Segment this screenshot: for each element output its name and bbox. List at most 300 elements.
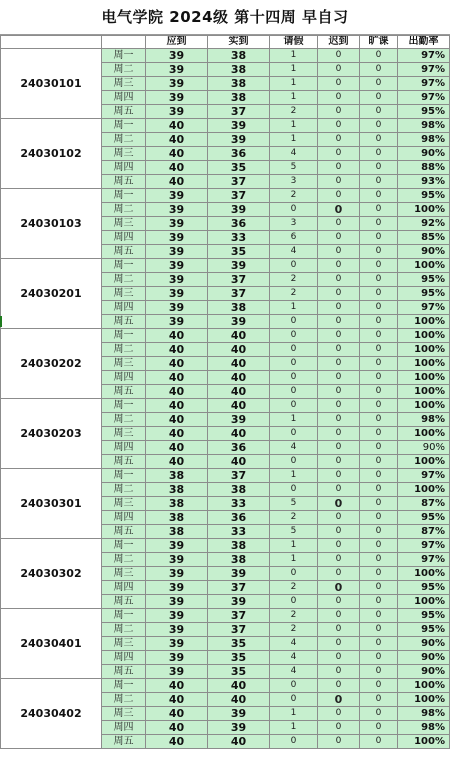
late-cell[interactable]: 0 [318, 567, 360, 581]
present-cell[interactable]: 40 [208, 693, 270, 707]
rate-cell[interactable]: 100% [398, 595, 450, 609]
leave-cell[interactable]: 0 [270, 399, 318, 413]
present-cell[interactable]: 40 [208, 329, 270, 343]
rate-cell[interactable]: 97% [398, 539, 450, 553]
rate-cell[interactable]: 95% [398, 581, 450, 595]
rate-cell[interactable]: 90% [398, 637, 450, 651]
rate-cell[interactable]: 95% [398, 511, 450, 525]
day-cell[interactable]: 周一 [102, 399, 146, 413]
late-cell[interactable]: 0 [318, 511, 360, 525]
late-cell[interactable]: 0 [318, 329, 360, 343]
due-cell[interactable]: 40 [146, 413, 208, 427]
due-cell[interactable]: 39 [146, 609, 208, 623]
day-cell[interactable]: 周五 [102, 315, 146, 329]
due-cell[interactable]: 40 [146, 161, 208, 175]
rate-cell[interactable]: 95% [398, 105, 450, 119]
leave-cell[interactable]: 4 [270, 147, 318, 161]
leave-cell[interactable]: 5 [270, 161, 318, 175]
class-id-cell[interactable]: 24030101 [1, 49, 102, 119]
due-cell[interactable]: 39 [146, 637, 208, 651]
rate-cell[interactable]: 100% [398, 385, 450, 399]
absent-cell[interactable]: 0 [360, 91, 398, 105]
day-cell[interactable]: 周二 [102, 693, 146, 707]
absent-cell[interactable]: 0 [360, 217, 398, 231]
absent-cell[interactable]: 0 [360, 637, 398, 651]
late-cell[interactable]: 0 [318, 735, 360, 749]
leave-cell[interactable]: 1 [270, 133, 318, 147]
day-cell[interactable]: 周四 [102, 651, 146, 665]
leave-cell[interactable]: 1 [270, 49, 318, 63]
present-cell[interactable]: 39 [208, 707, 270, 721]
rate-cell[interactable]: 97% [398, 49, 450, 63]
leave-cell[interactable]: 4 [270, 665, 318, 679]
rate-cell[interactable]: 97% [398, 63, 450, 77]
present-cell[interactable]: 33 [208, 497, 270, 511]
absent-cell[interactable]: 0 [360, 413, 398, 427]
present-cell[interactable]: 40 [208, 357, 270, 371]
day-cell[interactable]: 周四 [102, 721, 146, 735]
due-cell[interactable]: 39 [146, 217, 208, 231]
present-cell[interactable]: 35 [208, 245, 270, 259]
due-cell[interactable]: 38 [146, 469, 208, 483]
present-cell[interactable]: 40 [208, 735, 270, 749]
rate-cell[interactable]: 100% [398, 399, 450, 413]
leave-cell[interactable]: 2 [270, 609, 318, 623]
due-cell[interactable]: 39 [146, 595, 208, 609]
present-cell[interactable]: 37 [208, 623, 270, 637]
day-cell[interactable]: 周五 [102, 735, 146, 749]
day-cell[interactable]: 周四 [102, 231, 146, 245]
absent-cell[interactable]: 0 [360, 567, 398, 581]
leave-cell[interactable]: 0 [270, 735, 318, 749]
rate-cell[interactable]: 98% [398, 707, 450, 721]
leave-cell[interactable]: 1 [270, 707, 318, 721]
day-cell[interactable]: 周一 [102, 119, 146, 133]
present-cell[interactable]: 37 [208, 581, 270, 595]
due-cell[interactable]: 39 [146, 203, 208, 217]
due-cell[interactable]: 38 [146, 483, 208, 497]
leave-cell[interactable]: 3 [270, 217, 318, 231]
day-cell[interactable]: 周三 [102, 357, 146, 371]
late-cell[interactable]: 0 [318, 553, 360, 567]
due-cell[interactable]: 38 [146, 525, 208, 539]
rate-cell[interactable]: 90% [398, 441, 450, 455]
leave-cell[interactable]: 4 [270, 637, 318, 651]
late-cell[interactable]: 0 [318, 371, 360, 385]
late-cell[interactable]: 0 [318, 651, 360, 665]
absent-cell[interactable]: 0 [360, 203, 398, 217]
leave-cell[interactable]: 4 [270, 651, 318, 665]
header-cell-day[interactable] [102, 36, 146, 49]
leave-cell[interactable]: 0 [270, 343, 318, 357]
rate-cell[interactable]: 97% [398, 301, 450, 315]
late-cell[interactable]: 0 [318, 581, 360, 595]
class-id-cell[interactable]: 24030302 [1, 539, 102, 609]
class-id-cell[interactable]: 24030202 [1, 329, 102, 399]
present-cell[interactable]: 37 [208, 287, 270, 301]
due-cell[interactable]: 39 [146, 665, 208, 679]
present-cell[interactable]: 37 [208, 609, 270, 623]
present-cell[interactable]: 37 [208, 273, 270, 287]
day-cell[interactable]: 周五 [102, 525, 146, 539]
day-cell[interactable]: 周二 [102, 203, 146, 217]
present-cell[interactable]: 39 [208, 259, 270, 273]
header-cell-due[interactable]: 应到 [146, 36, 208, 49]
due-cell[interactable]: 40 [146, 693, 208, 707]
rate-cell[interactable]: 97% [398, 91, 450, 105]
late-cell[interactable]: 0 [318, 595, 360, 609]
day-cell[interactable]: 周五 [102, 665, 146, 679]
rate-cell[interactable]: 95% [398, 189, 450, 203]
absent-cell[interactable]: 0 [360, 665, 398, 679]
leave-cell[interactable]: 2 [270, 273, 318, 287]
leave-cell[interactable]: 1 [270, 91, 318, 105]
late-cell[interactable]: 0 [318, 357, 360, 371]
day-cell[interactable]: 周三 [102, 497, 146, 511]
day-cell[interactable]: 周一 [102, 609, 146, 623]
absent-cell[interactable]: 0 [360, 63, 398, 77]
late-cell[interactable]: 0 [318, 539, 360, 553]
leave-cell[interactable]: 2 [270, 287, 318, 301]
due-cell[interactable]: 40 [146, 175, 208, 189]
due-cell[interactable]: 40 [146, 707, 208, 721]
class-id-cell[interactable]: 24030301 [1, 469, 102, 539]
absent-cell[interactable]: 0 [360, 245, 398, 259]
leave-cell[interactable]: 6 [270, 231, 318, 245]
late-cell[interactable]: 0 [318, 133, 360, 147]
late-cell[interactable]: 0 [318, 119, 360, 133]
header-cell-rate[interactable]: 出勤率 [398, 36, 450, 49]
due-cell[interactable]: 40 [146, 133, 208, 147]
present-cell[interactable]: 40 [208, 455, 270, 469]
rate-cell[interactable]: 100% [398, 343, 450, 357]
late-cell[interactable]: 0 [318, 399, 360, 413]
leave-cell[interactable]: 0 [270, 567, 318, 581]
absent-cell[interactable]: 0 [360, 105, 398, 119]
late-cell[interactable]: 0 [318, 609, 360, 623]
rate-cell[interactable]: 90% [398, 651, 450, 665]
due-cell[interactable]: 39 [146, 273, 208, 287]
day-cell[interactable]: 周四 [102, 371, 146, 385]
present-cell[interactable]: 40 [208, 679, 270, 693]
absent-cell[interactable]: 0 [360, 707, 398, 721]
due-cell[interactable]: 39 [146, 651, 208, 665]
absent-cell[interactable]: 0 [360, 329, 398, 343]
absent-cell[interactable]: 0 [360, 49, 398, 63]
due-cell[interactable]: 39 [146, 287, 208, 301]
absent-cell[interactable]: 0 [360, 189, 398, 203]
present-cell[interactable]: 38 [208, 63, 270, 77]
absent-cell[interactable]: 0 [360, 511, 398, 525]
leave-cell[interactable]: 0 [270, 595, 318, 609]
leave-cell[interactable]: 0 [270, 315, 318, 329]
due-cell[interactable]: 39 [146, 91, 208, 105]
due-cell[interactable]: 39 [146, 105, 208, 119]
late-cell[interactable]: 0 [318, 455, 360, 469]
leave-cell[interactable]: 4 [270, 245, 318, 259]
late-cell[interactable]: 0 [318, 245, 360, 259]
late-cell[interactable]: 0 [318, 189, 360, 203]
late-cell[interactable]: 0 [318, 231, 360, 245]
absent-cell[interactable]: 0 [360, 441, 398, 455]
late-cell[interactable]: 0 [318, 385, 360, 399]
due-cell[interactable]: 40 [146, 441, 208, 455]
day-cell[interactable]: 周四 [102, 91, 146, 105]
leave-cell[interactable]: 0 [270, 679, 318, 693]
late-cell[interactable]: 0 [318, 343, 360, 357]
absent-cell[interactable]: 0 [360, 273, 398, 287]
present-cell[interactable]: 37 [208, 469, 270, 483]
rate-cell[interactable]: 100% [398, 679, 450, 693]
rate-cell[interactable]: 92% [398, 217, 450, 231]
class-id-cell[interactable]: 24030103 [1, 189, 102, 259]
absent-cell[interactable]: 0 [360, 343, 398, 357]
present-cell[interactable]: 35 [208, 637, 270, 651]
present-cell[interactable]: 39 [208, 567, 270, 581]
leave-cell[interactable]: 5 [270, 497, 318, 511]
present-cell[interactable]: 39 [208, 315, 270, 329]
rate-cell[interactable]: 100% [398, 693, 450, 707]
leave-cell[interactable]: 1 [270, 553, 318, 567]
rate-cell[interactable]: 98% [398, 119, 450, 133]
rate-cell[interactable]: 85% [398, 231, 450, 245]
rate-cell[interactable]: 100% [398, 427, 450, 441]
present-cell[interactable]: 35 [208, 161, 270, 175]
day-cell[interactable]: 周三 [102, 217, 146, 231]
rate-cell[interactable]: 100% [398, 567, 450, 581]
absent-cell[interactable]: 0 [360, 427, 398, 441]
day-cell[interactable]: 周四 [102, 511, 146, 525]
header-cell-late[interactable]: 迟到 [318, 36, 360, 49]
present-cell[interactable]: 38 [208, 301, 270, 315]
due-cell[interactable]: 40 [146, 385, 208, 399]
class-id-cell[interactable]: 24030201 [1, 259, 102, 329]
header-cell-class[interactable] [1, 36, 102, 49]
present-cell[interactable]: 38 [208, 49, 270, 63]
late-cell[interactable]: 0 [318, 273, 360, 287]
late-cell[interactable]: 0 [318, 427, 360, 441]
rate-cell[interactable]: 90% [398, 245, 450, 259]
due-cell[interactable]: 40 [146, 357, 208, 371]
present-cell[interactable]: 39 [208, 413, 270, 427]
absent-cell[interactable]: 0 [360, 385, 398, 399]
rate-cell[interactable]: 97% [398, 77, 450, 91]
present-cell[interactable]: 33 [208, 231, 270, 245]
late-cell[interactable]: 0 [318, 637, 360, 651]
day-cell[interactable]: 周四 [102, 301, 146, 315]
late-cell[interactable]: 0 [318, 525, 360, 539]
due-cell[interactable]: 40 [146, 399, 208, 413]
due-cell[interactable]: 39 [146, 539, 208, 553]
present-cell[interactable]: 36 [208, 511, 270, 525]
late-cell[interactable]: 0 [318, 63, 360, 77]
absent-cell[interactable]: 0 [360, 301, 398, 315]
day-cell[interactable]: 周一 [102, 679, 146, 693]
rate-cell[interactable]: 100% [398, 483, 450, 497]
absent-cell[interactable]: 0 [360, 287, 398, 301]
absent-cell[interactable]: 0 [360, 315, 398, 329]
late-cell[interactable]: 0 [318, 161, 360, 175]
absent-cell[interactable]: 0 [360, 371, 398, 385]
due-cell[interactable]: 38 [146, 497, 208, 511]
rate-cell[interactable]: 95% [398, 623, 450, 637]
day-cell[interactable]: 周五 [102, 455, 146, 469]
absent-cell[interactable]: 0 [360, 609, 398, 623]
late-cell[interactable]: 0 [318, 623, 360, 637]
rate-cell[interactable]: 100% [398, 329, 450, 343]
day-cell[interactable]: 周一 [102, 329, 146, 343]
absent-cell[interactable]: 0 [360, 735, 398, 749]
due-cell[interactable]: 39 [146, 231, 208, 245]
absent-cell[interactable]: 0 [360, 721, 398, 735]
absent-cell[interactable]: 0 [360, 161, 398, 175]
absent-cell[interactable]: 0 [360, 539, 398, 553]
present-cell[interactable]: 36 [208, 147, 270, 161]
day-cell[interactable]: 周三 [102, 637, 146, 651]
rate-cell[interactable]: 87% [398, 497, 450, 511]
due-cell[interactable]: 40 [146, 343, 208, 357]
day-cell[interactable]: 周五 [102, 175, 146, 189]
absent-cell[interactable]: 0 [360, 469, 398, 483]
present-cell[interactable]: 39 [208, 595, 270, 609]
late-cell[interactable]: 0 [318, 469, 360, 483]
late-cell[interactable]: 0 [318, 665, 360, 679]
leave-cell[interactable]: 1 [270, 721, 318, 735]
late-cell[interactable]: 0 [318, 693, 360, 707]
late-cell[interactable]: 0 [318, 49, 360, 63]
present-cell[interactable]: 40 [208, 399, 270, 413]
present-cell[interactable]: 40 [208, 371, 270, 385]
day-cell[interactable]: 周一 [102, 539, 146, 553]
rate-cell[interactable]: 88% [398, 161, 450, 175]
day-cell[interactable]: 周二 [102, 63, 146, 77]
day-cell[interactable]: 周三 [102, 707, 146, 721]
late-cell[interactable]: 0 [318, 175, 360, 189]
leave-cell[interactable]: 2 [270, 189, 318, 203]
absent-cell[interactable]: 0 [360, 497, 398, 511]
present-cell[interactable]: 40 [208, 427, 270, 441]
due-cell[interactable]: 40 [146, 427, 208, 441]
absent-cell[interactable]: 0 [360, 175, 398, 189]
rate-cell[interactable]: 100% [398, 371, 450, 385]
late-cell[interactable]: 0 [318, 287, 360, 301]
late-cell[interactable]: 0 [318, 441, 360, 455]
day-cell[interactable]: 周四 [102, 161, 146, 175]
day-cell[interactable]: 周三 [102, 427, 146, 441]
late-cell[interactable]: 0 [318, 721, 360, 735]
leave-cell[interactable]: 0 [270, 693, 318, 707]
rate-cell[interactable]: 98% [398, 721, 450, 735]
rate-cell[interactable]: 100% [398, 259, 450, 273]
absent-cell[interactable]: 0 [360, 483, 398, 497]
leave-cell[interactable]: 1 [270, 413, 318, 427]
class-id-cell[interactable]: 24030401 [1, 609, 102, 679]
rate-cell[interactable]: 95% [398, 287, 450, 301]
day-cell[interactable]: 周二 [102, 133, 146, 147]
header-cell-present[interactable]: 实到 [208, 36, 270, 49]
day-cell[interactable]: 周二 [102, 273, 146, 287]
rate-cell[interactable]: 97% [398, 553, 450, 567]
absent-cell[interactable]: 0 [360, 399, 398, 413]
absent-cell[interactable]: 0 [360, 259, 398, 273]
late-cell[interactable]: 0 [318, 91, 360, 105]
absent-cell[interactable]: 0 [360, 119, 398, 133]
due-cell[interactable]: 39 [146, 315, 208, 329]
present-cell[interactable]: 40 [208, 385, 270, 399]
leave-cell[interactable]: 1 [270, 63, 318, 77]
day-cell[interactable]: 周一 [102, 469, 146, 483]
day-cell[interactable]: 周一 [102, 49, 146, 63]
class-id-cell[interactable]: 24030102 [1, 119, 102, 189]
leave-cell[interactable]: 0 [270, 455, 318, 469]
rate-cell[interactable]: 98% [398, 133, 450, 147]
due-cell[interactable]: 40 [146, 735, 208, 749]
day-cell[interactable]: 周二 [102, 553, 146, 567]
present-cell[interactable]: 36 [208, 441, 270, 455]
due-cell[interactable]: 40 [146, 679, 208, 693]
absent-cell[interactable]: 0 [360, 147, 398, 161]
rate-cell[interactable]: 95% [398, 609, 450, 623]
absent-cell[interactable]: 0 [360, 623, 398, 637]
due-cell[interactable]: 39 [146, 245, 208, 259]
leave-cell[interactable]: 2 [270, 623, 318, 637]
day-cell[interactable]: 周五 [102, 385, 146, 399]
rate-cell[interactable]: 100% [398, 455, 450, 469]
late-cell[interactable]: 0 [318, 259, 360, 273]
rate-cell[interactable]: 100% [398, 357, 450, 371]
due-cell[interactable]: 39 [146, 581, 208, 595]
due-cell[interactable]: 39 [146, 567, 208, 581]
due-cell[interactable]: 39 [146, 49, 208, 63]
day-cell[interactable]: 周二 [102, 483, 146, 497]
present-cell[interactable]: 37 [208, 189, 270, 203]
day-cell[interactable]: 周四 [102, 581, 146, 595]
due-cell[interactable]: 38 [146, 511, 208, 525]
due-cell[interactable]: 39 [146, 77, 208, 91]
present-cell[interactable]: 39 [208, 133, 270, 147]
absent-cell[interactable]: 0 [360, 651, 398, 665]
class-id-cell[interactable]: 24030203 [1, 399, 102, 469]
absent-cell[interactable]: 0 [360, 581, 398, 595]
absent-cell[interactable]: 0 [360, 693, 398, 707]
due-cell[interactable]: 39 [146, 189, 208, 203]
day-cell[interactable]: 周五 [102, 595, 146, 609]
leave-cell[interactable]: 2 [270, 511, 318, 525]
present-cell[interactable]: 39 [208, 119, 270, 133]
leave-cell[interactable]: 1 [270, 539, 318, 553]
late-cell[interactable]: 0 [318, 483, 360, 497]
absent-cell[interactable]: 0 [360, 525, 398, 539]
present-cell[interactable]: 38 [208, 77, 270, 91]
late-cell[interactable]: 0 [318, 497, 360, 511]
absent-cell[interactable]: 0 [360, 595, 398, 609]
absent-cell[interactable]: 0 [360, 679, 398, 693]
leave-cell[interactable]: 0 [270, 259, 318, 273]
rate-cell[interactable]: 90% [398, 147, 450, 161]
due-cell[interactable]: 39 [146, 259, 208, 273]
due-cell[interactable]: 40 [146, 119, 208, 133]
present-cell[interactable]: 37 [208, 175, 270, 189]
late-cell[interactable]: 0 [318, 147, 360, 161]
day-cell[interactable]: 周五 [102, 105, 146, 119]
rate-cell[interactable]: 97% [398, 469, 450, 483]
present-cell[interactable]: 35 [208, 651, 270, 665]
late-cell[interactable]: 0 [318, 315, 360, 329]
leave-cell[interactable]: 1 [270, 301, 318, 315]
absent-cell[interactable]: 0 [360, 231, 398, 245]
absent-cell[interactable]: 0 [360, 77, 398, 91]
leave-cell[interactable]: 2 [270, 581, 318, 595]
